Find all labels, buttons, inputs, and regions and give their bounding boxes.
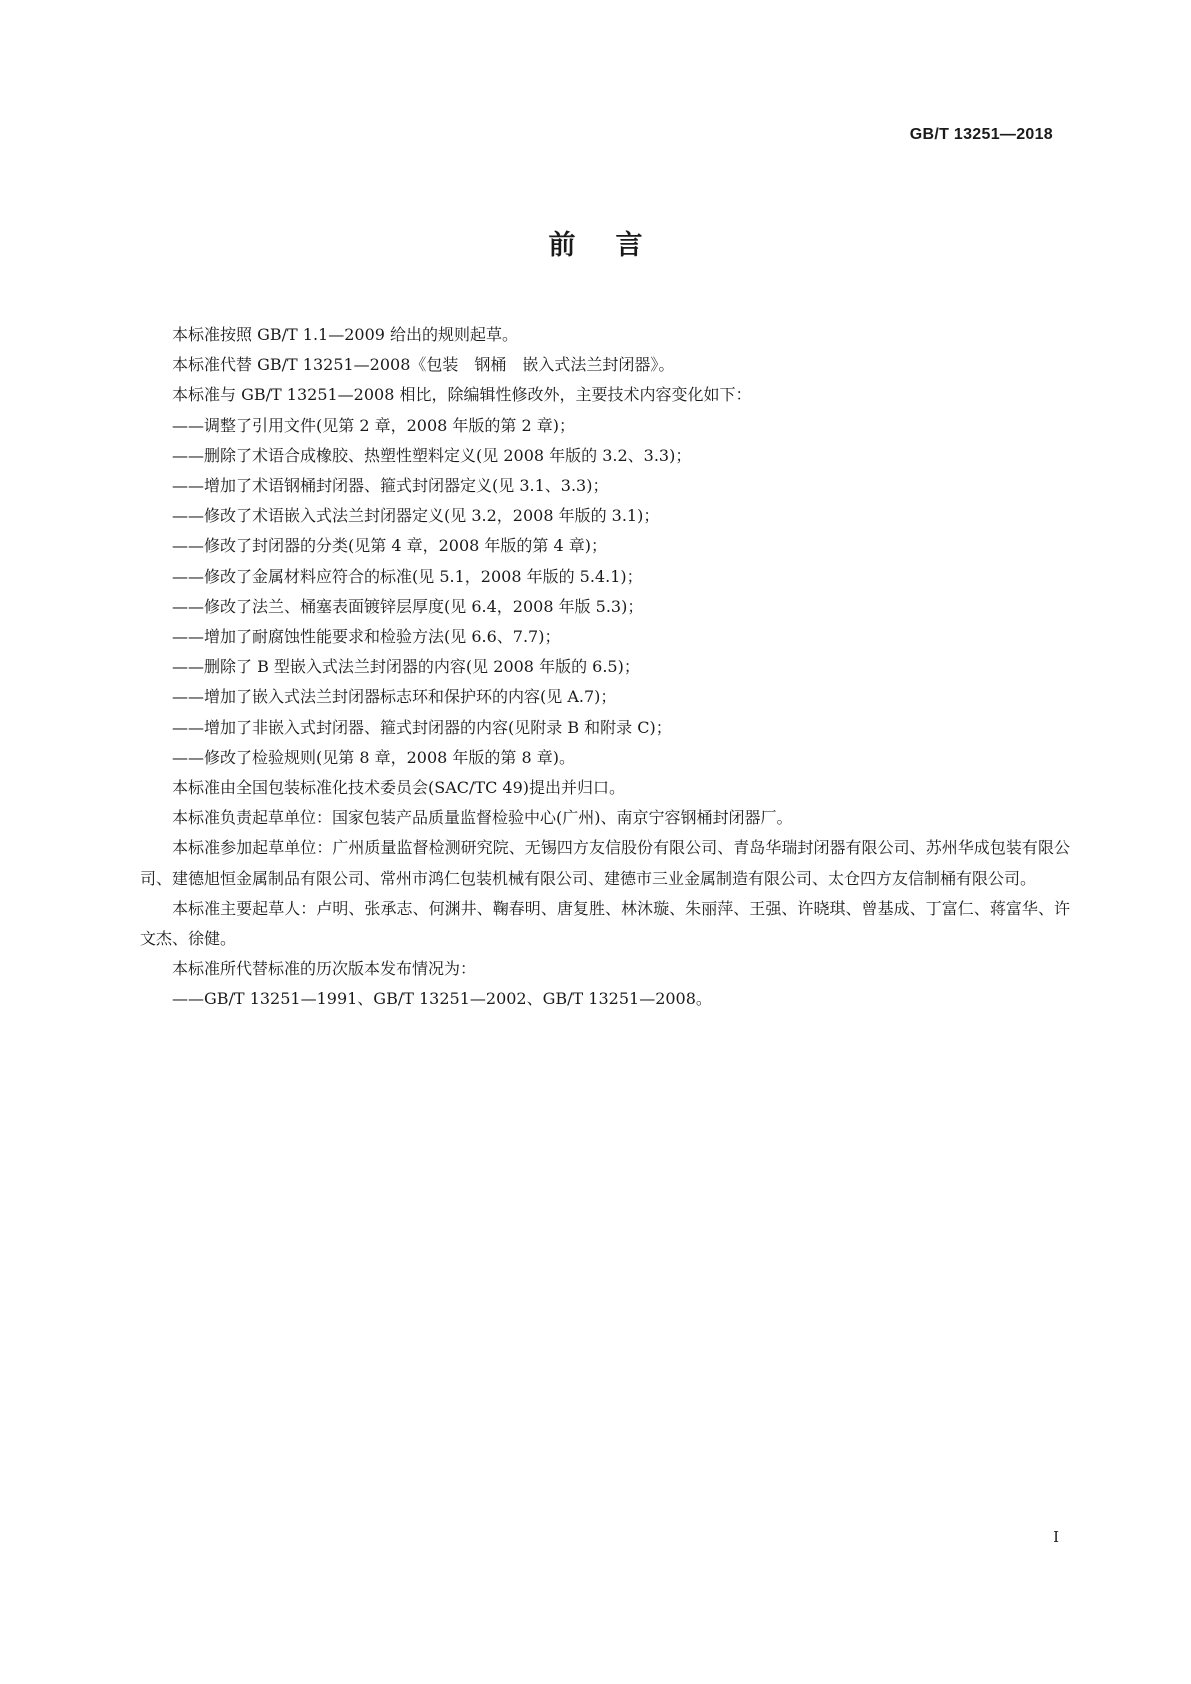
change-item: ——删除了术语合成橡胶、热塑性塑料定义(见 2008 年版的 3.2、3.3)； [172, 445, 692, 465]
change-item: ——修改了法兰、桶塞表面镀锌层厚度(见 6.4，2008 年版 5.3)； [172, 596, 644, 616]
paragraph-drafting-rules: 本标准按照 GB/T 1.1—2009 给出的规则起草。 [172, 325, 519, 344]
change-item: ——修改了术语嵌入式法兰封闭器定义(见 3.2，2008 年版的 3.1)； [172, 506, 660, 526]
paragraph-history-intro: 本标准所代替标准的历次版本发布情况为： [172, 959, 477, 979]
standard-code: GB/T 13251—2018 [909, 126, 1053, 143]
paragraph-lead-drafters: 本标准负责起草单位：国家包装产品质量监督检验中心(广州)、南京宁容钢桶封闭器厂。 [172, 808, 793, 828]
change-item: ——增加了术语钢桶封闭器、箍式封闭器定义(见 3.1、3.3)； [172, 476, 609, 496]
page-number: I [1053, 1528, 1059, 1546]
foreword-body [140, 320, 1070, 1015]
change-item: ——调整了引用文件(见第 2 章，2008 年版的第 2 章)； [172, 415, 575, 435]
paragraph-proposed-by: 本标准由全国包装标准化技术委员会(SAC/TC 49)提出并归口。 [172, 778, 625, 798]
paragraph-main-drafters: 本标准主要起草人：卢明、张承志、何渊井、鞠春明、唐复胜、林沐璇、朱丽萍、王强、许晓琪、曾基成、丁富仁、蒋富华、许文杰、徐健。 [140, 898, 1070, 949]
page-title: 前言 [548, 230, 683, 261]
paragraph-participating-drafters: 本标准参加起草单位：广州质量监督检测研究院、无锡四方友信股份有限公司、青岛华瑞封闭器有限公司、苏州华成包装有限公司、建德旭恒金属制品有限公司、常州市鸿仁包装机械有限公司、建德市三业金属制造有限公司、太仓四方友信制桶有限公司。 [140, 838, 1070, 888]
history-item: ——GB/T 13251—1991、GB/T 13251—2002、GB/T 13251—2008。 [172, 989, 712, 1009]
change-item: ——增加了嵌入式法兰封闭器标志环和保护环的内容(见 A.7)； [172, 687, 617, 707]
change-item: ——删除了 B 型嵌入式法兰封闭器的内容(见 2008 年版的 6.5)； [172, 657, 640, 677]
change-item: ——增加了耐腐蚀性能要求和检验方法(见 6.6、7.7)； [172, 627, 561, 647]
change-item: ——增加了非嵌入式封闭器、箍式封闭器的内容(见附录 B 和附录 C)； [172, 717, 672, 737]
paragraph-changes-intro: 本标准与 GB/T 13251—2008 相比，除编辑性修改外，主要技术内容变化如下： [172, 385, 752, 405]
change-item: ——修改了检验规则(见第 8 章，2008 年版的第 8 章)。 [172, 747, 575, 767]
change-item: ——修改了金属材料应符合的标准(见 5.1，2008 年版的 5.4.1)； [172, 566, 643, 586]
change-item: ——修改了封闭器的分类(见第 4 章，2008 年版的第 4 章)； [172, 536, 607, 556]
paragraph-replaces: 本标准代替 GB/T 13251—2008《包装 钢桶 嵌入式法兰封闭器》。 [172, 355, 675, 375]
